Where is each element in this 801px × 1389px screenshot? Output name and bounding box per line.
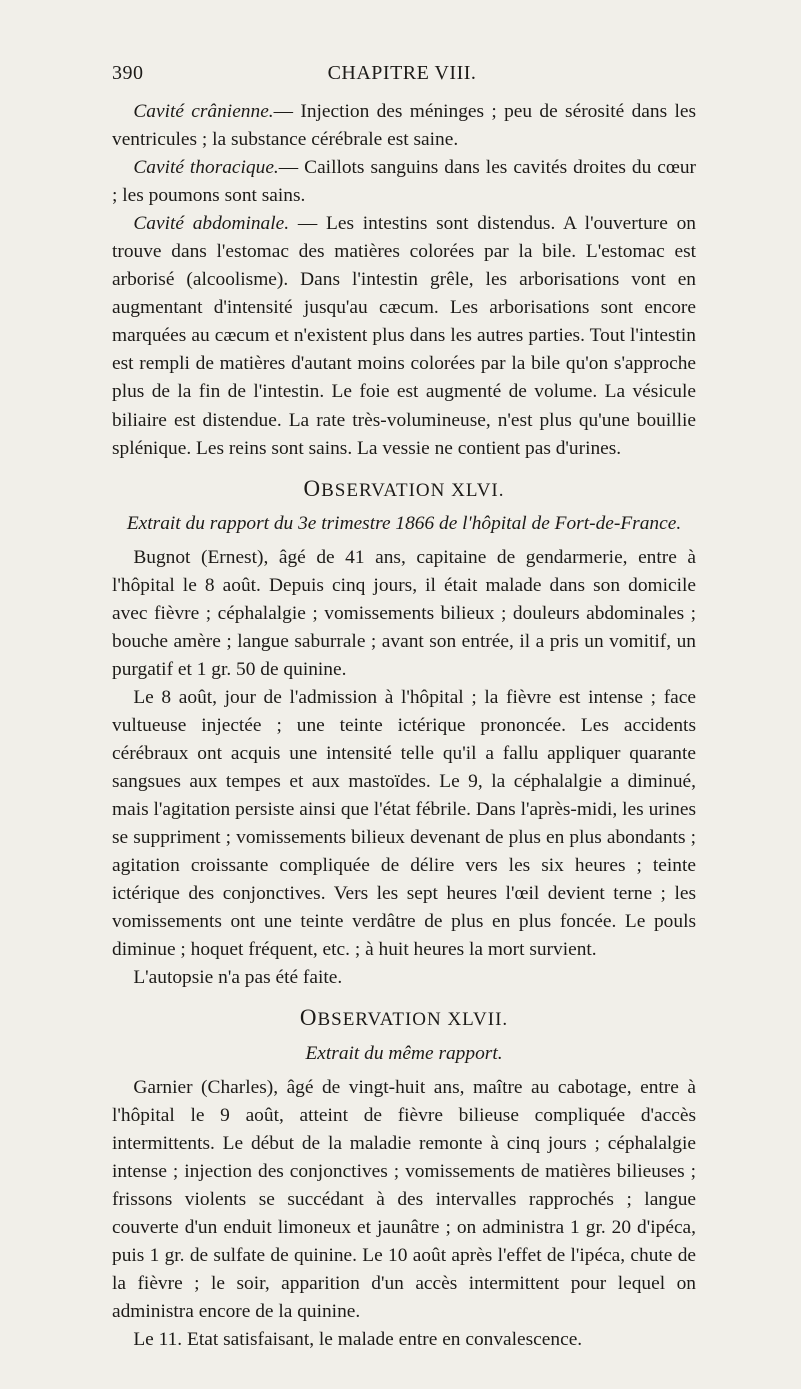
paragraph-text: — Caillots sanguins dans les cavités droites du cœur ; les poumons sont sains. [112,157,696,207]
paragraph-lead: Cavité abdominale. [133,213,290,235]
observation-47-subheading: Extrait du même rapport. [305,1042,503,1064]
observation-47-paragraph: Garnier (Charles), âgé de vingt-huit ans, maître au cabotage, entre à l'hôpital le 9 août, atteint de fièvre bilieuse compliquée d'accès intermittents. Le début de la maladie remonte à cinq jours ; céphalalgie intense ; injection des conjonctives ; vomissements de matières bilieuses ; frissons violents se succédant à des intervalles rapprochés ; langue couverte d'un enduit limoneux et jaunâtre ; on administra 1 gr. 20 d'ipéca, puis 1 gr. de sulfate de quinine. Le 10 août après l'effet de l'ipéca, chute de la fièvre ; le soir, apparition d'un accès intermittent pour lequel on administra encore de la quinine. [112,1076,696,1322]
autopsy-thoracic-paragraph [112,154,696,210]
heading-initial: O [303,475,322,501]
chapter-title: CHAPITRE VIII. [327,62,477,84]
autopsy-cranial-paragraph [112,98,696,154]
page-number: 390 [112,62,144,84]
observation-46-paragraph: Bugnot (Ernest), âgé de 41 ans, capitaine de gendarmerie, entre à l'hôpital le 8 août. Depuis cinq jours, il était malade dans son domicile avec fièvre ; céphalalgie ; vomissements bilieux ; douleurs abdominales ; bouche amère ; langue saburrale ; avant son entrée, il a pris un vomitif, un purgatif et 1 gr. 50 de quinine. [112,546,696,680]
heading-initial: O [299,1005,318,1031]
observation-47-heading [112,1004,696,1034]
heading-rest: BSERVATION XLVI. [321,479,505,501]
page-body [112,98,696,1354]
paragraph-text: — Injection des méninges ; peu de sérosité dans les ventricules ; la substance cérébrale est saine. [112,101,696,151]
paragraph-lead: Cavité thoracique. [133,157,279,179]
paragraph-text: — Les intestins sont distendus. A l'ouverture on trouve dans l'estomac des matières colorées par la bile. L'estomac est arborisé (alcoolisme). Dans l'intestin grêle, les arborisations vont en augmentant d'intensité jusqu'au cæcum. Les arborisations sont encore marquées au cæcum et n'existent plus dans les autres parties. Tout l'intestin est rempli de matières d'autant moins colorées par la bile qu'on s'approche plus de la fin de l'intestin. Le foie est augmenté de volume. La vésicule biliaire est distendue. La rate très-volumineuse, n'est plus qu'une bouillie splénique. Les reins sont sains. La vessie ne contient pas d'urines. [112,213,696,459]
observation-46-subheading: Extrait du rapport du 3e trimestre 1866 de l'hôpital de Fort-de-France. [126,512,682,534]
observation-46-paragraph: L'autopsie n'a pas été faite. [133,967,343,989]
observation-46-paragraph: Le 8 août, jour de l'admission à l'hôpital ; la fièvre est intense ; face vultueuse injectée ; une teinte ictérique prononcée. Les accidents cérébraux ont acquis une intensité telle qu'il a fallu appliquer quarante sangsues aux tempes et aux mastoïdes. Le 9, la céphalalgie a diminué, mais l'agitation persiste ainsi que l'état fébrile. Dans l'après-midi, les urines se suppriment ; vomissements bilieux devenant de plus en plus abondants ; agitation croissante compliquée de délire vers les six heures ; teinte ictérique des conjonctives. Vers les sept heures l'œil devient terne ; les vomissements ont une teinte verdâtre de plus en plus foncée. Le pouls diminue ; hoquet fréquent, etc. ; à huit heures la mort survient. [112,686,696,961]
running-header [112,62,692,88]
heading-rest: BSERVATION XLVII. [317,1009,509,1031]
observation-46-heading [112,475,696,505]
autopsy-abdominal-paragraph [112,210,696,462]
paragraph-lead: Cavité crânienne. [133,101,274,122]
observation-47-paragraph: Le 11. Etat satisfaisant, le malade entre en convalescence. [133,1328,583,1350]
